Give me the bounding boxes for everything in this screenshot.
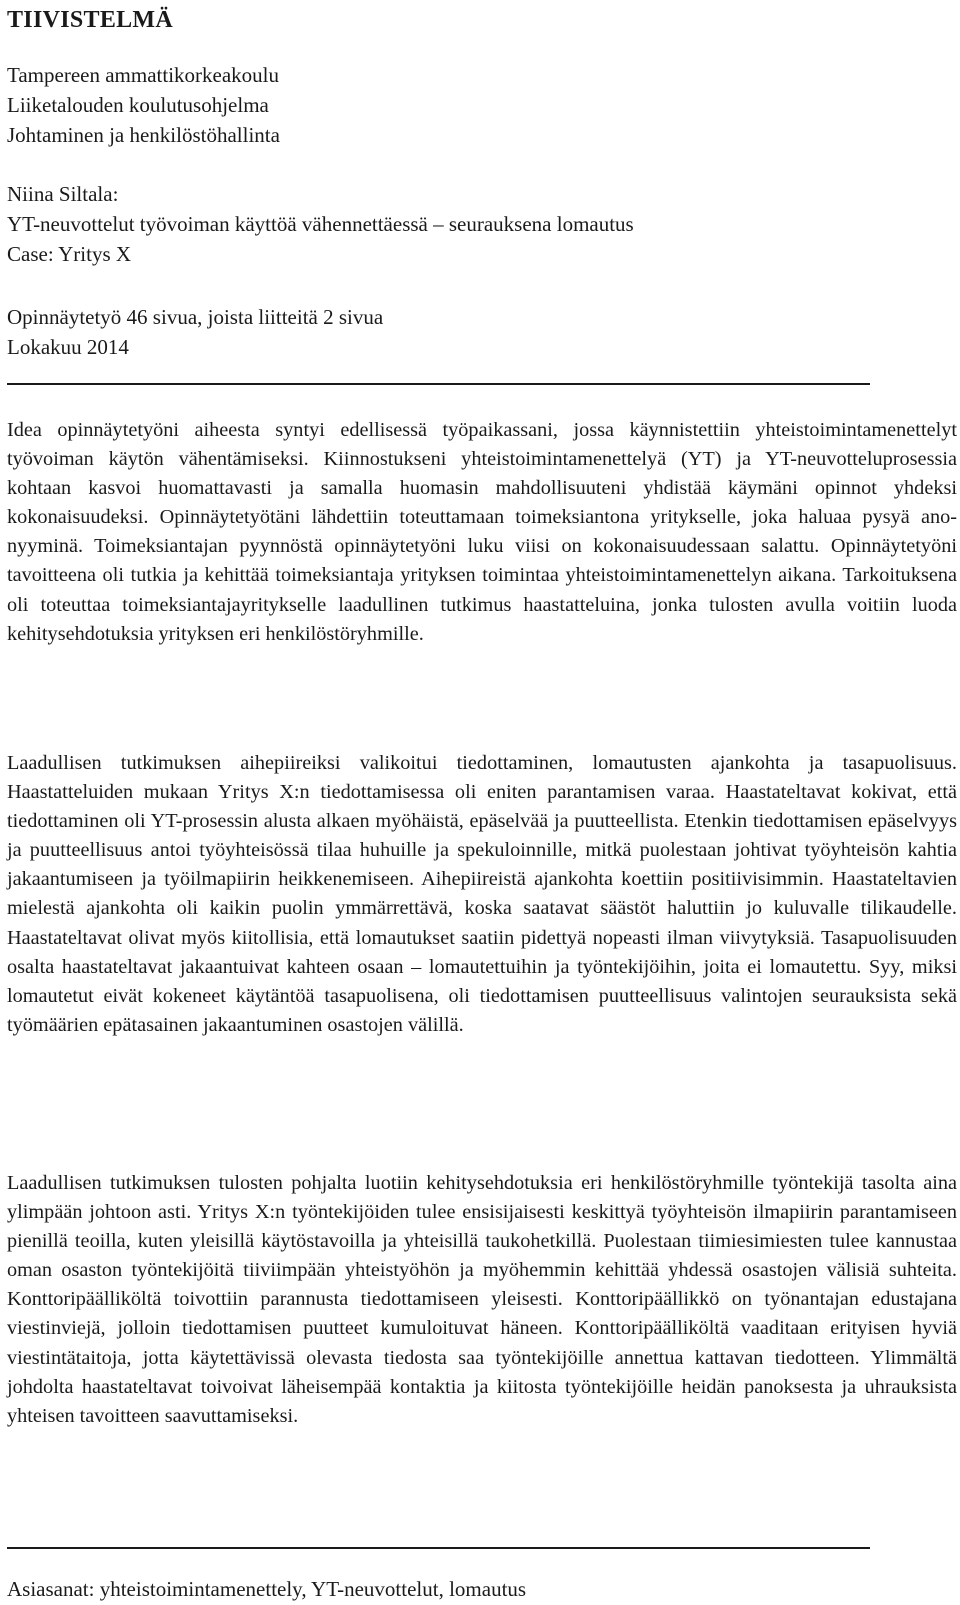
degree-programme: Liiketalouden koulutusohjelma [7,93,269,117]
thesis-case: Case: Yritys X [7,242,132,266]
thesis-block [7,179,634,269]
institution-block [7,60,280,150]
bottom-divider [7,1547,870,1549]
page-heading: TIIVISTELMÄ [7,7,174,33]
page-count: Opinnäytetyö 46 sivua, joista liitteitä 2 sivua [7,305,384,329]
thesis-meta-block [7,302,383,362]
specialisation: Johtaminen ja henkilöstöhallinta [7,123,280,147]
abstract-paragraph-3: Laadullisen tutkimuksen tulosten pohjalta luotiin kehitysehdotuksia eri henkilöstöryhmille työntekijä tasolta aina ylimpään johtoon asti. Yritys X:n työntekijöiden tulee ensisijaisesti keskittyä työyhteisön ilmapiirin parantamiseen pienillä teoilla, kuten yleisillä käytöstavoilla ja yhteisillä taukohetkillä. Puolestaan tiimiesimiesten tulee kannustaa oman osaston työntekijöitä tiiviimpään yhteistyöhön ja myöhemmin kehittää yhdessä osastojen välisiä suhteita. Konttoripäälliköltä toivottiin parannusta tiedottamiseen yleisesti. Konttoripäällikkö on työnantajan edustajana viestinviejä, jolloin tiedottamisen puutteet kumuloituvat häneen. Konttoripäälliköltä vaaditaan erityisen hyviä viestintätaitoja, jotta käytettävissä olevasta tiedosta saa työntekijöille annettua kattavan tiedotteen. Ylimmältä johdolta haastateltavat toivoivat läheisempää kontaktia ja kiitosta työntekijöille heidän panoksesta ja uhrauksista yhteisen tavoitteen saavuttamiseksi. [7,1172,957,1427]
abstract-paragraph-1: Idea opinnäytetyöni aiheesta syntyi edellisessä työpaikassani, jossa käynnistettiin yhteistoimintamenettelyt työvoiman käytön vähentämiseksi. Kiinnostukseni yhteistoimintamenettelyä (YT) ja YT-neuvotteluprosessia kohtaan kasvoi huomattavasti ja samalla huomasin mahdollisuuteni yhdistää käymäni opinnot yhdeksi kokonaisuudeksi. Opinnäytetyötäni lähdettiin toteuttamaan toimeksiantona yritykselle, joka haluaa pysyä anonyyminä. Toimeksiantajan pyynnöstä opinnäytetyöni luku viisi on kokonaisuudessaan salattu. Opinnäytetyöni tavoitteena oli tutkia ja kehittää toimeksiantaja yrityksen toimintaa yhteistoimintamenettelyn aikana. Tarkoituksena oli toteuttaa toimeksiantajayritykselle laadullinen tutkimus haastatteluina, jonka tulosten avulla voitiin luoda kehitysehdotuksia yrityksen eri henkilöstöryhmille. [7,419,957,645]
thesis-date: Lokakuu 2014 [7,335,129,359]
abstract-paragraph-2: Laadullisen tutkimuksen aihepiireiksi valikoitui tiedottaminen, lomautusten ajankohta ja tasapuolisuus. Haastatteluiden mukaan Yritys X:n tiedottamisessa oli eniten parantamisen varaa. Haastateltavat kokivat, että tiedottaminen oli YT-prosessin alusta alkaen myöhäistä, epäselvää ja puutteellista. Etenkin tiedottamisen epäselvyys ja puutteellisuus antoi työyhteisössä tilaa huhuille ja spekuloinnille, mitkä puolestaan johtivat työyhteisön kahtia jakaantumiseen ja työilmapiirin heikkenemiseen. Aihepiireistä ajankohta koettiin positiivisimmin. Haastateltavien mielestä ajankohta oli kaikin puolin ymmärrettävä, koska saatavat säästöt haluttiin jo kuluvalle tilikaudelle. Haastateltavat olivat myös kiitollisia, että lomautukset saatiin pidettyä nopeasti ilman viivytyksiä. Tasapuolisuuden osalta haastateltavat jakaantuivat kahteen osaan – lomautettuihin ja työntekijöihin, joita ei lomautettu. Syy, miksi lomautetut eivät kokeneet käytäntöä tasapuolisena, oli tiedottamisen puutteellisuus valintojen seurauksista sekä työmäärien epätasainen jakaantuminen osastojen välillä. [7,752,957,1036]
thesis-title: YT-neuvottelut työvoiman käyttöä vähennettäessä – seurauksena lomautus [7,212,634,236]
school-name: Tampereen ammattikorkeakoulu [7,63,280,87]
top-divider [7,383,870,385]
author-name: Niina Siltala: [7,182,119,206]
keywords: Asiasanat: yhteistoimintamenettely, YT-neuvottelut, lomautus [7,1577,527,1601]
